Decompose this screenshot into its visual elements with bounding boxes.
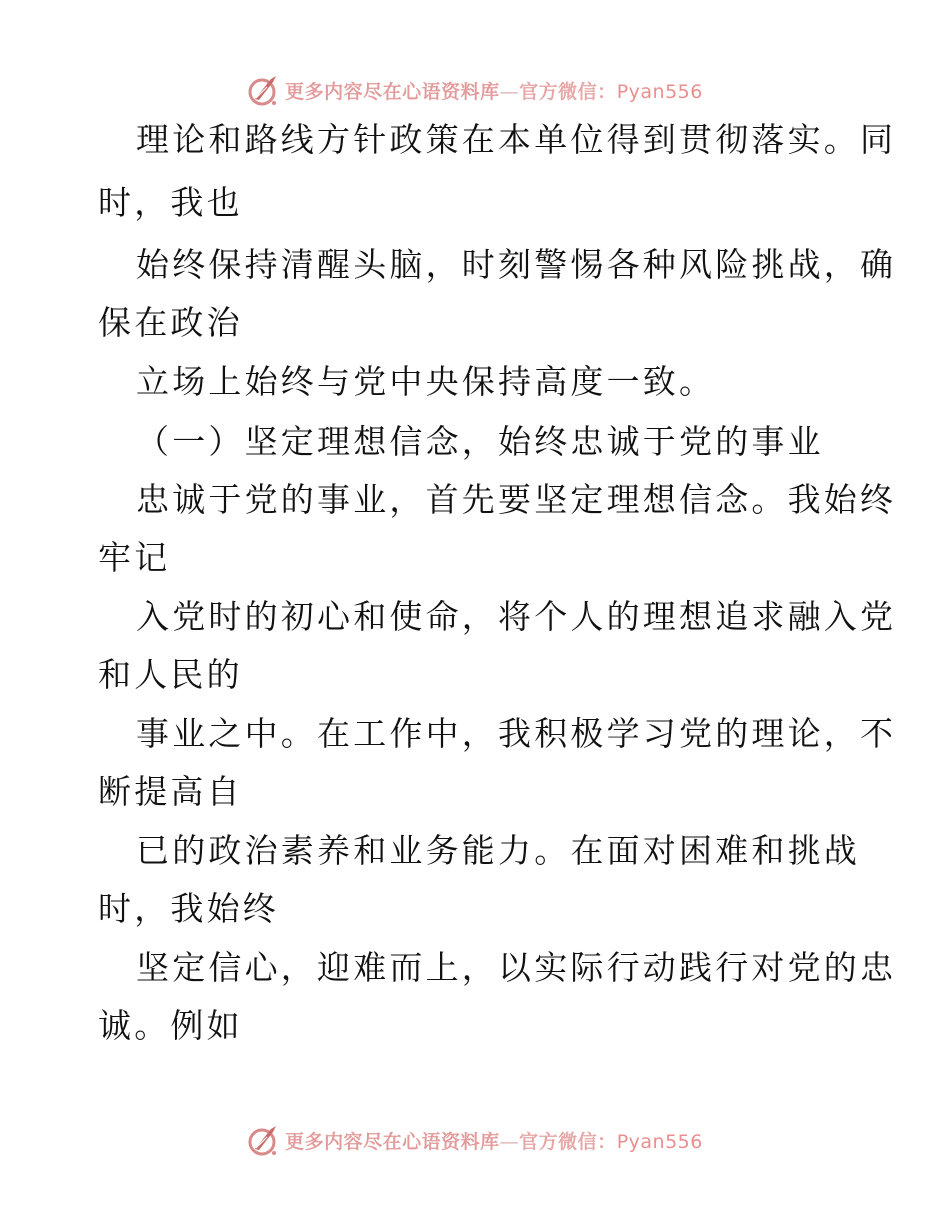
body-line: 时，我始终 xyxy=(98,889,279,928)
body-line: 保在政治 xyxy=(98,303,243,342)
footer-watermark-text xyxy=(285,1127,703,1154)
watermark-account: Pyan556 xyxy=(616,80,703,103)
body-line: 事业之中。在工作中，我积极学习党的理论，不 xyxy=(136,714,897,753)
footer-watermark xyxy=(0,1120,950,1160)
watermark-separator: — xyxy=(499,1130,520,1153)
quill-pen-logo-icon xyxy=(247,1123,281,1157)
watermark-account: Pyan556 xyxy=(616,1130,703,1153)
body-line: 立场上始终与党中央保持高度一致。 xyxy=(136,362,716,401)
watermark-separator: — xyxy=(499,80,520,103)
section-heading: （一）坚定理想信念，始终忠诚于党的事业 xyxy=(136,422,824,461)
body-line: 已的政治素养和业务能力。在面对困难和挑战 xyxy=(136,831,860,870)
watermark-brand: 更多内容尽在心语资料库 xyxy=(285,80,500,103)
body-line: 入党时的初心和使命，将个人的理想追求融入党 xyxy=(136,597,897,636)
watermark-wechat-label: 官方微信： xyxy=(519,80,617,103)
body-line: 忠诚于党的事业，首先要坚定理想信念。我始终 xyxy=(136,480,897,519)
quill-pen-logo-icon xyxy=(247,73,281,107)
header-watermark-text xyxy=(285,77,703,104)
header-watermark xyxy=(0,70,950,110)
body-line: 时，我也 xyxy=(98,183,243,222)
body-line: 坚定信心，迎难而上，以实际行动践行对党的忠 xyxy=(136,948,897,987)
watermark-wechat-label: 官方微信： xyxy=(519,1130,617,1153)
body-line: 和人民的 xyxy=(98,655,243,694)
body-line: 始终保持清醒头脑，时刻警惕各种风险挑战，确 xyxy=(136,245,897,284)
watermark-brand: 更多内容尽在心语资料库 xyxy=(285,1130,500,1153)
body-line: 理论和路线方针政策在本单位得到贯彻落实。同 xyxy=(136,120,897,159)
body-line: 牢记 xyxy=(98,538,171,577)
body-line: 断提高自 xyxy=(98,772,243,811)
body-line: 诚。例如 xyxy=(98,1006,243,1045)
